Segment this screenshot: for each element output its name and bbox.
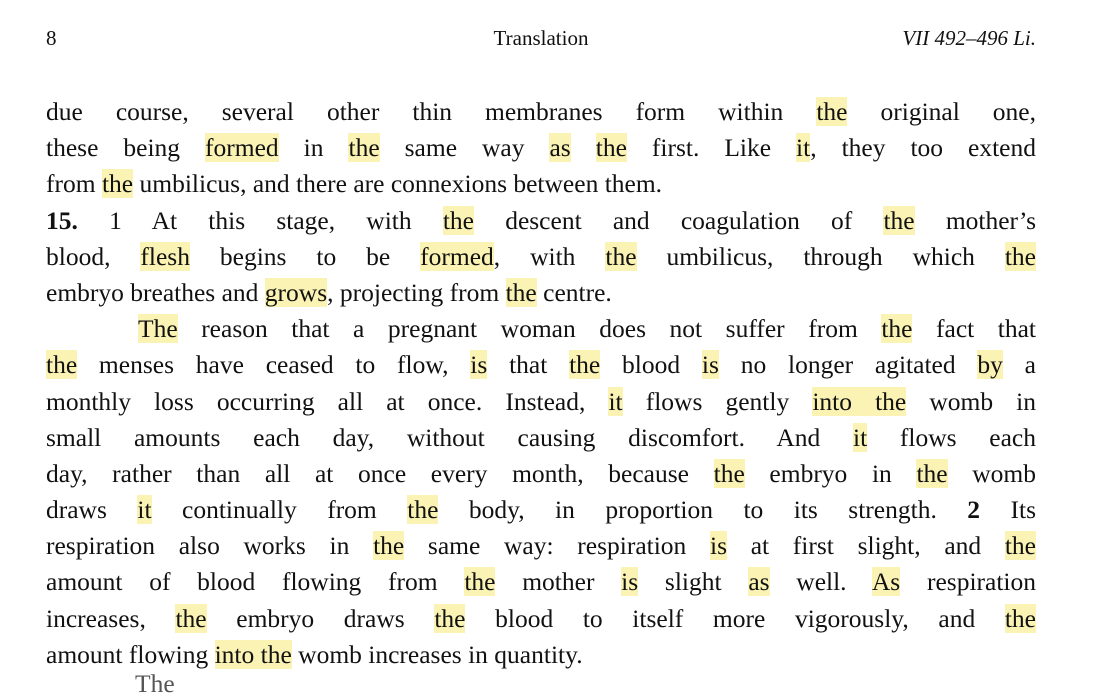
highlighted-word: the: [434, 603, 466, 633]
text-segment: mother’s: [914, 205, 1037, 235]
highlighted-word: the: [605, 241, 637, 271]
text-line: [46, 492, 1036, 528]
text-segment: embryo breathes and: [46, 277, 265, 307]
text-segment: increases,: [46, 603, 176, 633]
text-line: [46, 384, 1036, 420]
text-line: [46, 601, 1036, 637]
text-segment: fact that: [912, 314, 1036, 344]
text-segment: monthly loss occurring all at once. Instead,: [46, 386, 609, 416]
text-line: [46, 166, 1036, 202]
highlighted-word: formed: [205, 133, 279, 163]
highlighted-word: as: [748, 567, 770, 597]
highlighted-word: is: [701, 350, 719, 380]
highlighted-word: the: [881, 314, 913, 344]
text-segment: amount of blood flowing from: [46, 567, 465, 597]
text-segment: descent and coagulation of: [474, 205, 884, 235]
highlighted-word: The: [138, 314, 178, 344]
highlighted-word: the: [816, 97, 848, 126]
text-segment: in: [278, 133, 349, 163]
text-line: [46, 94, 1036, 130]
paragraph: [46, 311, 1036, 673]
highlighted-word: the: [916, 458, 948, 488]
text-segment: , with: [493, 241, 606, 271]
text-segment: embryo in: [744, 458, 917, 488]
highlighted-word: is: [470, 350, 488, 380]
text-segment: continually from: [151, 495, 408, 525]
text-line: [46, 420, 1036, 456]
text-segment: , they too extend: [810, 133, 1036, 163]
text-line: [46, 528, 1036, 564]
text-segment: , projecting from: [327, 277, 506, 307]
text-segment: same way: [379, 133, 550, 163]
highlighted-word: the: [464, 567, 496, 597]
text-segment: these being: [46, 133, 206, 163]
highlighted-word: grows: [264, 277, 328, 307]
text-segment: womb: [947, 458, 1036, 488]
highlighted-word: into the: [812, 386, 907, 416]
highlighted-word: the: [1004, 531, 1036, 561]
text-segment: small amounts each day, without causing discomfort. And: [46, 422, 853, 452]
text-segment: well.: [769, 567, 872, 597]
page-header: [46, 26, 1036, 56]
highlighted-word: is: [621, 567, 639, 597]
text-line: [46, 456, 1036, 492]
text-segment: that: [487, 350, 570, 380]
highlighted-word: the: [348, 133, 380, 163]
highlighted-word: As: [871, 567, 901, 597]
running-title: Translation: [493, 26, 589, 50]
page-number: 8: [46, 26, 57, 50]
highlighted-word: the: [595, 133, 627, 163]
highlighted-word: it: [852, 422, 868, 452]
text-line: [46, 564, 1036, 600]
highlighted-word: the: [442, 205, 474, 235]
text-segment: blood to itself more vigorously, and: [465, 603, 1005, 633]
text-segment: due course, several other thin membranes form within: [46, 97, 817, 126]
text-segment: draws: [46, 495, 138, 525]
text-segment: [571, 133, 596, 162]
highlighted-word: into the: [214, 639, 292, 669]
section-marker: 15.: [46, 205, 78, 235]
text-line: [46, 311, 1036, 347]
text-segment: reason that a pregnant woman does not suffer from: [177, 314, 882, 344]
text-segment: flows each: [867, 422, 1037, 452]
highlighted-word: the: [505, 277, 537, 307]
paragraph: [46, 94, 1036, 203]
text-line: [46, 347, 1036, 383]
highlighted-word: the: [46, 350, 78, 380]
text-segment: centre.: [536, 277, 612, 307]
highlighted-word: it: [137, 495, 152, 525]
text-segment: first. Like: [626, 133, 797, 163]
truncated-line: The: [135, 669, 175, 698]
text-segment: flows gently: [622, 386, 813, 416]
highlighted-word: is: [710, 531, 728, 561]
text-segment: Its: [980, 495, 1037, 525]
text-segment: blood: [600, 350, 702, 380]
text-segment: embryo draws: [206, 603, 435, 633]
text-segment: mother: [495, 567, 622, 597]
paragraph: [46, 203, 1036, 312]
text-segment: womb increases in quantity.: [291, 639, 583, 669]
highlighted-word: the: [101, 169, 134, 199]
text-line: [46, 130, 1036, 166]
text-line: [46, 239, 1036, 275]
text-segment: blood,: [46, 241, 141, 271]
highlighted-word: the: [1004, 241, 1036, 271]
highlighted-word: the: [1004, 603, 1036, 633]
text-segment: original one,: [847, 97, 1036, 126]
text-segment: respiration: [900, 567, 1037, 597]
text-segment: respiration also works in: [46, 531, 374, 561]
text-line: [46, 203, 1036, 239]
text-segment: womb in: [906, 386, 1037, 416]
source-reference: VII 492–496 Li.: [902, 26, 1036, 50]
text-segment: body, in proportion to its strength.: [438, 495, 968, 525]
highlighted-word: the: [713, 458, 745, 488]
text-segment: at first slight, and: [727, 531, 1005, 561]
highlighted-word: the: [883, 205, 915, 235]
highlighted-word: flesh: [140, 241, 190, 271]
text-segment: menses have ceased to flow,: [77, 350, 471, 380]
highlighted-word: it: [796, 133, 811, 163]
text-segment: a: [1002, 350, 1036, 380]
text-segment: same way: respiration: [404, 531, 710, 561]
highlighted-word: the: [373, 531, 405, 561]
highlighted-word: it: [608, 386, 623, 416]
text-segment: no longer agitated: [718, 350, 978, 380]
text-segment: begins to be: [189, 241, 421, 271]
highlighted-word: formed: [420, 241, 494, 271]
text-segment: amount flowing: [46, 639, 215, 669]
highlighted-word: the: [175, 603, 207, 633]
text-line: [46, 275, 1036, 311]
text-segment: from: [46, 169, 102, 199]
section-marker: 2: [967, 495, 981, 525]
text-line: [46, 637, 1036, 673]
text-segment: umbilicus, and there are connexions between them.: [133, 169, 663, 199]
text-segment: 1 At this stage, with: [77, 205, 443, 235]
text-segment: slight: [638, 567, 749, 597]
highlighted-word: the: [407, 495, 439, 525]
highlighted-word: the: [569, 350, 601, 380]
text-segment: umbilicus, through which: [636, 241, 1005, 271]
text-segment: day, rather than all at once every month, because: [46, 458, 714, 488]
body-text: [46, 94, 1036, 673]
highlighted-word: as: [549, 133, 571, 163]
highlighted-word: by: [977, 350, 1003, 380]
